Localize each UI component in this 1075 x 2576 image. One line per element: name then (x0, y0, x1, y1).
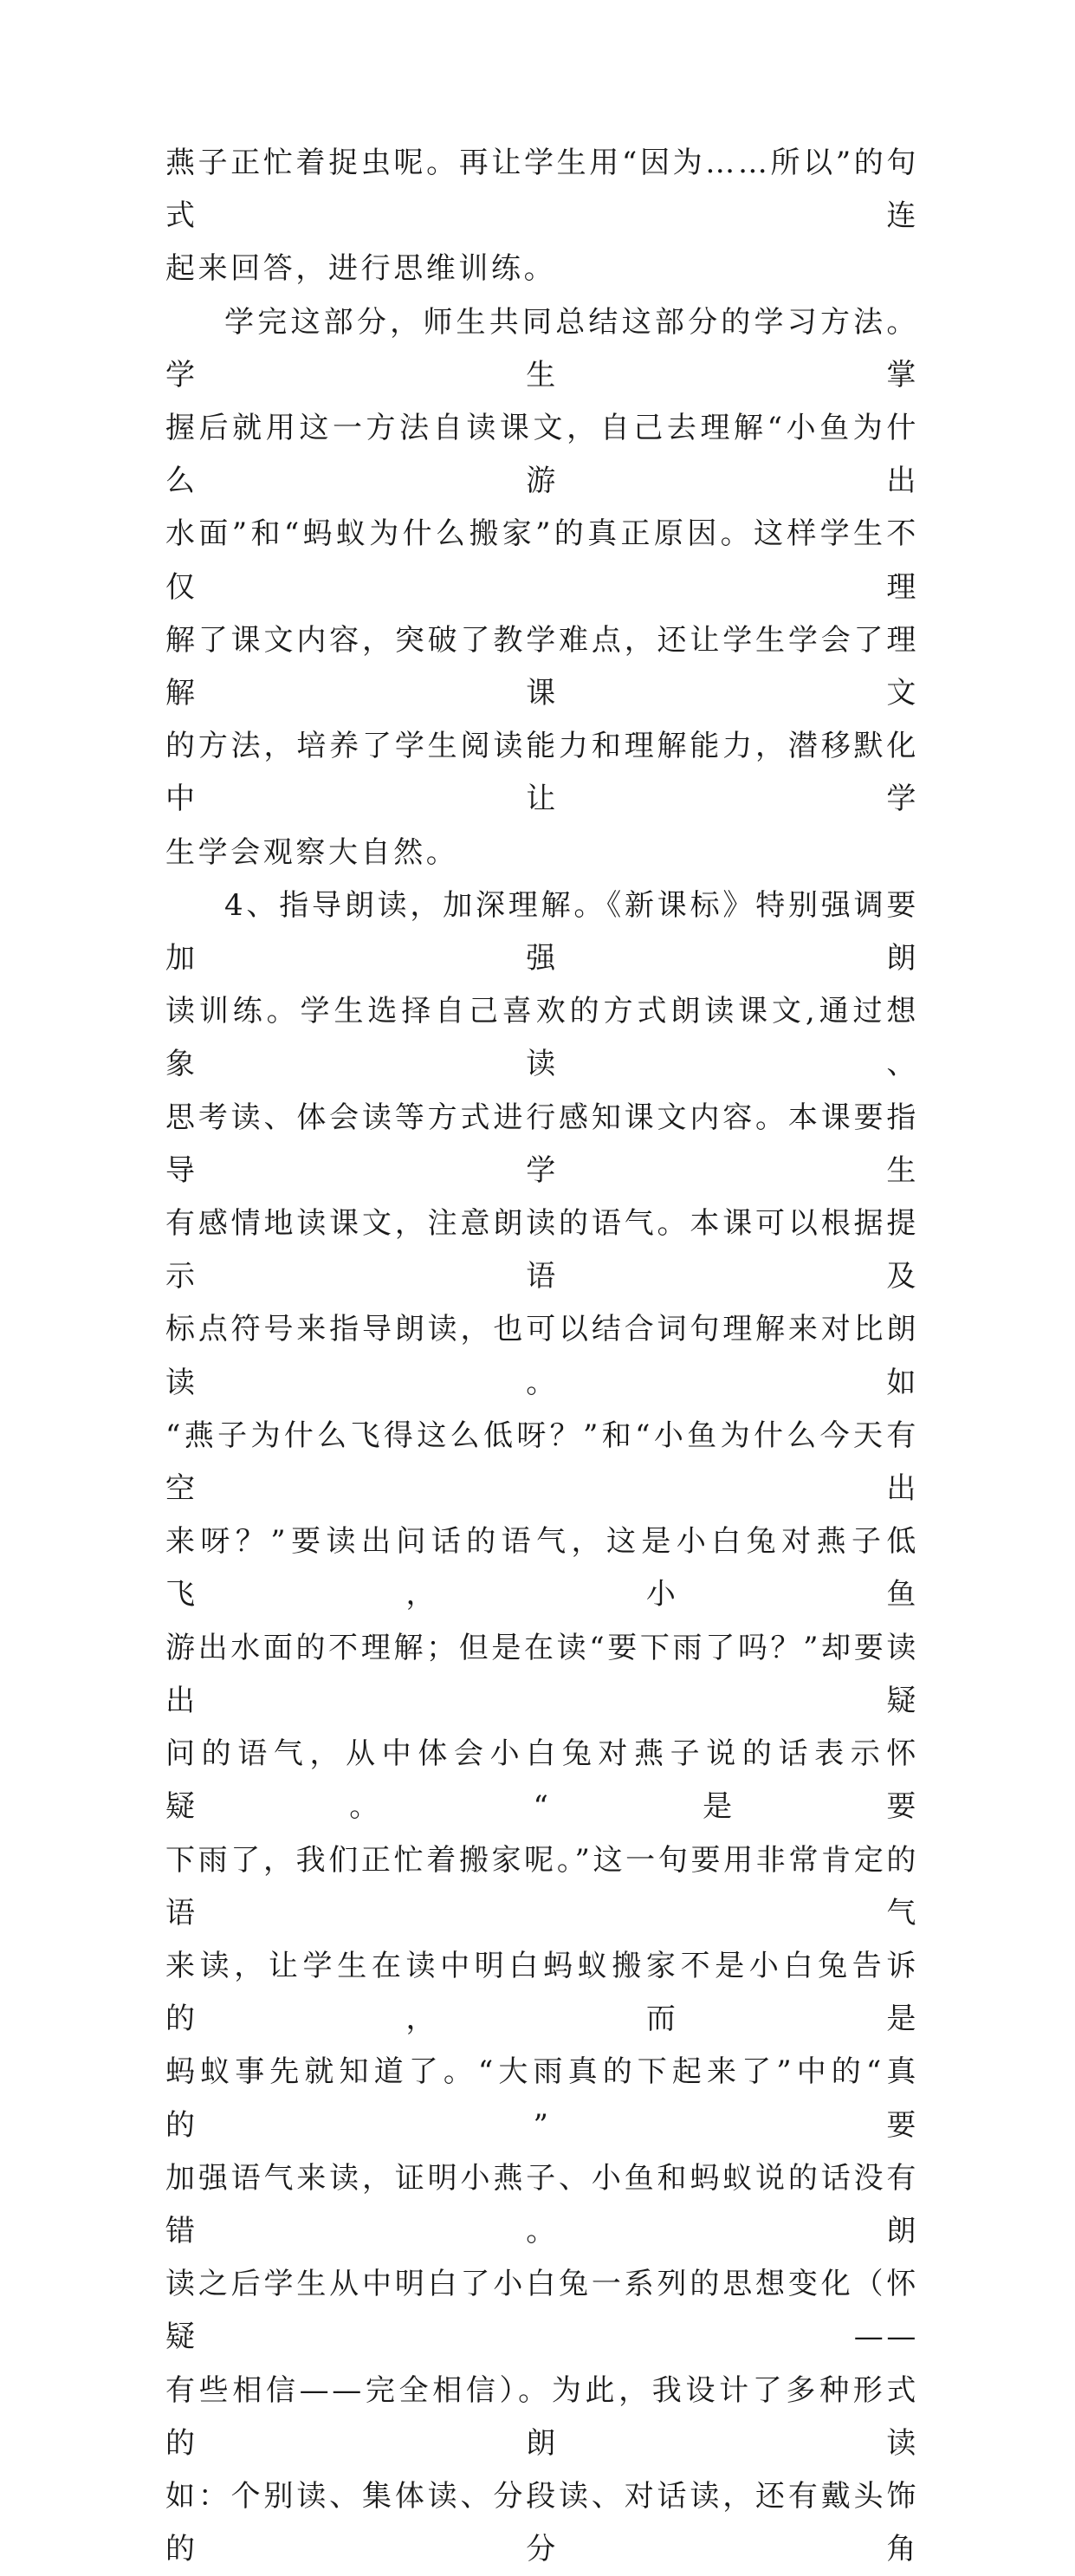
paragraph-line: 生学会观察大自然。 (165, 834, 459, 870)
paragraph-line: 问的语气，从中体会小白兔对燕子说的话表示怀疑。“是要 (165, 1736, 919, 1825)
paragraph-line: 如：个别读、集体读、分段读、对话读，还有戴头饰的分角 (165, 2478, 919, 2567)
paragraph-line: 下雨了，我们正忙着搬家呢。”这一句要用非常肯定的语气 (165, 1842, 919, 1930)
paragraph-line: 游出水面的不理解；但是在读“要下雨了吗？”却要读出疑 (165, 1630, 919, 1718)
paragraph-1 (165, 137, 919, 296)
paragraph-line: “燕子为什么飞得这么低呀？”和“小鱼为什么今天有空出 (165, 1418, 919, 1507)
paragraph-line: 蚂蚁事先就知道了。“大雨真的下起来了”中的“真的”要 (165, 2054, 919, 2143)
paragraph-2 (165, 296, 919, 879)
paragraph-line: 读训练。学生选择自己喜欢的方式朗读课文,通过想象读、 (165, 994, 919, 1082)
paragraph-line: 标点符号来指导朗读，也可以结合词句理解来对比朗读。如 (165, 1312, 919, 1400)
paragraph-line: 学完这部分，师生共同总结这部分的学习方法。学生掌 (165, 304, 919, 393)
document-body (165, 137, 919, 2576)
paragraph-line: 来读，让学生在读中明白蚂蚁搬家不是小白兔告诉的，而是 (165, 1948, 919, 2037)
paragraph-line: 的方法，培养了学生阅读能力和理解能力，潜移默化中让学 (165, 729, 919, 817)
paragraph-line: 水面”和“蚂蚁为什么搬家”的真正原因。这样学生不仅理 (165, 516, 919, 605)
paragraph-line: 解了课文内容，突破了教学难点，还让学生学会了理解课文 (165, 622, 919, 711)
paragraph-line: 握后就用这一方法自读课文，自己去理解“小鱼为什么游出 (165, 411, 919, 499)
paragraph-line: 加强语气来读，证明小燕子、小鱼和蚂蚁说的话没有错。朗 (165, 2160, 919, 2248)
paragraph-3 (165, 879, 919, 2576)
paragraph-line: 有些相信——完全相信）。为此，我设计了多种形式的朗读 (165, 2372, 919, 2461)
paragraph-line: 有感情地读课文，注意朗读的语气。本课可以根据提示语及 (165, 1206, 919, 1294)
paragraph-line: 燕子正忙着捉虫呢。再让学生用“因为……所以”的句式连 (165, 146, 919, 234)
paragraph-line: 读之后学生从中明白了小白兔一系列的思想变化（怀疑—— (165, 2267, 919, 2355)
paragraph-line: 来呀？”要读出问话的语气，这是小白兔对燕子低飞，小鱼 (165, 1524, 919, 1612)
paragraph-line: 思考读、体会读等方式进行感知课文内容。本课要指导学生 (165, 1100, 919, 1188)
paragraph-line: 起来回答，进行思维训练。 (165, 251, 557, 287)
paragraph-line: 4、指导朗读，加深理解。《新课标》特别强调要加强朗 (165, 887, 919, 977)
